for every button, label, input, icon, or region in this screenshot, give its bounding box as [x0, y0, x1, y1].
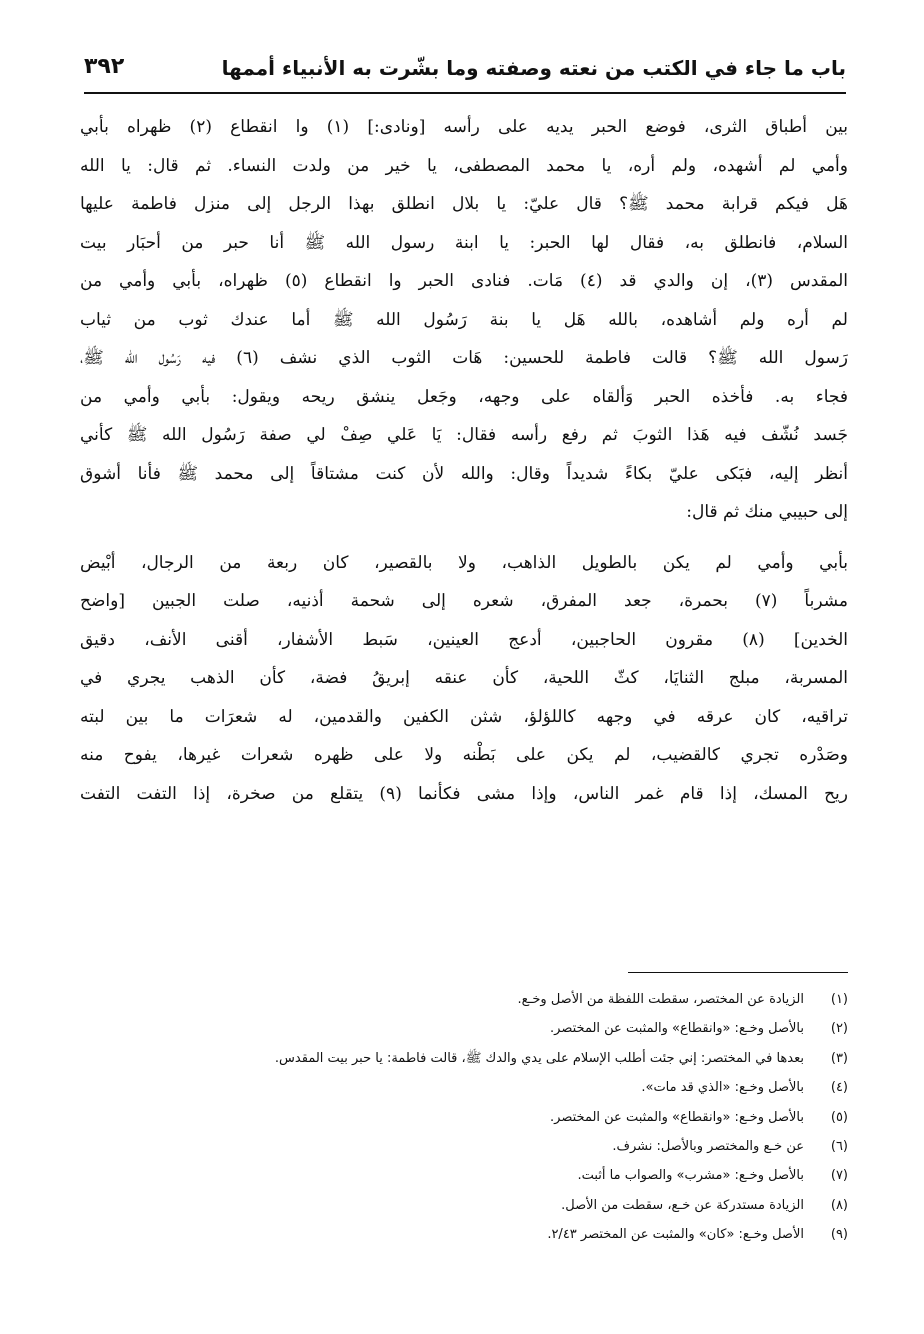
footnote	[84, 1132, 848, 1161]
text-line: بين أطباق الثرى، فوضع الحبر يديه على رأسه [ونادى:] (١) وا انقطاع (٢) ظهراه بأبي	[80, 117, 848, 137]
running-header	[84, 52, 846, 88]
footnote	[84, 1044, 848, 1073]
footnote-number: (١)	[830, 992, 848, 1007]
footnote-text: بالأصل وخـع: «الذي قد مات».	[641, 1080, 804, 1096]
footnote-number: (٣)	[830, 1050, 848, 1066]
footnote-separator	[628, 972, 848, 973]
text-line: هَل فيكم قرابة محمد ﷺ؟ قال عليّ: يا بلال انطلق بهذا الرجل إلى منزل فاطمة عليها	[80, 194, 848, 214]
footnote	[84, 1103, 848, 1132]
text-line: أنظر إليه، فبَكى عليّ بكاءً شديداً وقال: والله لأن كنت مشتاقاً إلى محمد ﷺ فأنا أشوق	[80, 463, 848, 484]
text-line: تراقيه، كان عرقه في وجهه كاللؤلؤ، شثن الكفين والقدمين، له شعرَات ما بين لبته	[80, 706, 848, 727]
text-line: بأبي وأمي لم يكن بالطويل الذاهب، ولا بالقصير، كان ربعة من الرجال، أبْيض	[80, 552, 848, 573]
footnote-text: الزيادة مستدركة عن خـع، سقطت من الأصل.	[561, 1197, 804, 1213]
footnote-number: (٥)	[830, 1109, 848, 1125]
text-line: فجاء به. فأخذه الحبر وَألقاه على وجهه، وجَعل ينشق ريحه ويقول: بأبي وأمي من	[80, 386, 848, 407]
footnote-text: بالأصل وخـع: «مشرب» والصواب ما أثبت.	[577, 1168, 804, 1184]
text-line: لم أره ولم أشاهده، بالله هَل يا بنة رَسُول الله ﷺ أما عندك ثوب من ثياب	[80, 309, 848, 330]
footnote	[84, 1014, 848, 1043]
footnote	[84, 1191, 848, 1220]
footnote	[84, 1073, 848, 1102]
text-line: المقدس (٣)، إن والدي قد (٤) مَات. فنادى الحبر وا انقطاع (٥) ظهراه، بأبي وأمي من	[80, 271, 848, 291]
text-line: ريح المسك، إذا قام غمر الناس، وإذا مشى فكأنما (٩) يتقلع من صخرة، إذا التفت التفت	[80, 783, 848, 804]
footnote	[84, 1220, 848, 1249]
text-line: وأمي لم أشهده، ولم أره، يا محمد المصطفى، يا خير من ولدت النساء. ثم قال: يا الله	[80, 155, 848, 176]
page-number: ٣٩٢	[84, 54, 125, 79]
footnote-text: الزيادة عن المختصر، سقطت اللفظة من الأصل وخـع.	[517, 992, 804, 1007]
footnote-text: بالأصل وخـع: «وانقطاع» والمثبت عن المختصر.	[550, 1021, 804, 1037]
footnote-number: (٩)	[830, 1227, 848, 1243]
footnote-text: بعدها في المختصر: إني جئت أطلب الإسلام على يدي والدك ﷺ، قالت فاطمة: يا حبر بيت المقدس.	[274, 1050, 804, 1066]
text-line: الخدين] (٨) مقرون الحاجبين، أدعج العينين، سَبط الأشفار، أقنى الأنف، دقيق	[80, 629, 848, 650]
footnotes	[84, 985, 848, 1250]
footnote	[84, 1161, 848, 1190]
footnote-number: (٦)	[830, 1138, 848, 1154]
paragraph-gap	[80, 532, 848, 544]
footnote-text: الأصل وخـع: «كان» والمثبت عن المختصر ٢/٤٣.	[547, 1227, 804, 1243]
text-line: رَسول الله ﷺ؟ قالت فاطمة للحسين: هَات الثوب الذي نشف (٦) فيه رَسُول الله ﷺ،	[80, 348, 848, 368]
footnote-number: (٧)	[830, 1168, 848, 1184]
text-line: السلام، فانطلق به، فقال لها الحبر: يا ابنة رسول الله ﷺ أنا حبر من أحبَار بيت	[80, 232, 848, 253]
footnote-number: (٨)	[830, 1197, 848, 1213]
footnote-text: بالأصل وخـع: «وانقطاع» والمثبت عن المختصر.	[550, 1109, 804, 1125]
text-line: مشرباً (٧) بحمرة، جعد المفرق، شعره إلى شحمة أذنيه، صلت الجبين [واضح	[80, 591, 848, 611]
main-text	[80, 108, 848, 813]
text-line: المسربة، مبلج الثنايَا، كثّ اللحية، كأن عنقه إبريقُ فضة، كأن الذهب يجري في	[80, 668, 848, 688]
footnote-text: عن خـع والمختصر وبالأصل: نشرف.	[612, 1138, 804, 1154]
text-line: إلى حبيبي منك ثم قال:	[686, 502, 848, 522]
text-line: وصَدْره تجري كالقضيب، لم يكن على بَطْنه ولا على ظهره شعرات غيرها، يفوح منه	[80, 745, 848, 765]
text-line: جَسد نُشّف فيه هَذا الثوبَ ثم رفع رأسه فقال: يَا عَلي صِفْ لي صفة رَسُول الله ﷺ كأني	[80, 425, 848, 445]
header-rule	[84, 92, 846, 94]
footnote-number: (٤)	[830, 1080, 848, 1096]
footnote-number: (٢)	[830, 1021, 848, 1037]
footnote	[84, 985, 848, 1014]
chapter-title: باب ما جاء في الكتب من نعته وصفته وما بشّرت به الأنبياء أممها	[221, 56, 846, 80]
